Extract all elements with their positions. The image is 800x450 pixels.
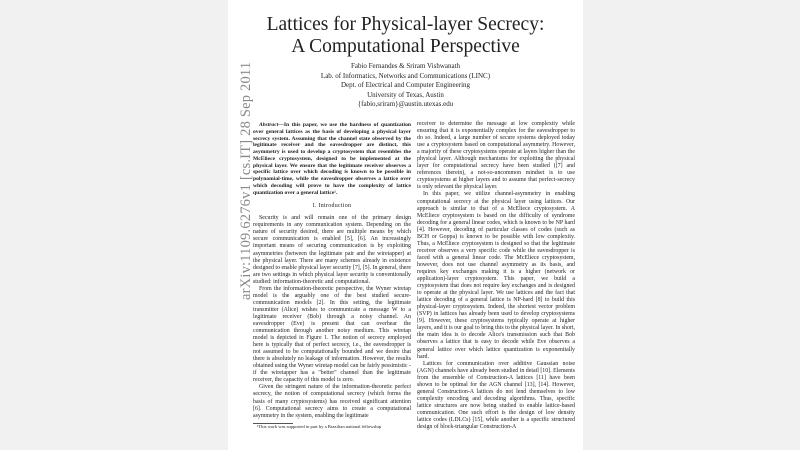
affiliation-dept: Dept. of Electrical and Computer Engineering xyxy=(340,81,471,90)
right-column xyxy=(417,121,575,431)
section-heading: I. Introduction xyxy=(312,203,352,210)
paragraph: From the information-theoretic perspective, the Wyner wiretap model is the arguably one of the best studied secure-communication models [2]. In this setting, the legitimate transmitter (Alice) wishes to communicate a message W to a legitimate receiver (Bob) through a noisy channel. An eavesdropper (Eve) is present that can overhear the communication through another noisy medium. This wiretap model is depicted in Figure 1. The notion of secrecy employed here is typically that of perfect secrecy, i.e., the eavesdropper is not assumed to be computationally bounded and we desire that there is absolutely no leakage of information. However, the results obtained using the Wyner wiretap model can be fairly pessimistic - if the wiretapper has a "better" channel than the legitimate receiver, the capacity of this model is zero. xyxy=(253,285,411,384)
abstract-label: Abstract xyxy=(259,122,279,128)
paragraph: Given the stringent nature of the information-theoretic perfect secrecy, the notion of computational secrecy (which forms the basis of many cryptosystems) has received significant attention [6]. Computational secrecy aims to create a computational asymmetry in the system, enabling the legitimate xyxy=(253,384,411,419)
paper-title-line1: Lattices for Physical-layer Secrecy: xyxy=(266,14,545,35)
author-block xyxy=(228,62,583,110)
right-gutter xyxy=(583,0,800,450)
left-gutter xyxy=(0,0,228,450)
affiliation-university: University of Texas, Austin xyxy=(367,90,444,99)
arxiv-identifier: arXiv:1109.6276v1 [cs.IT] 28 Sep 2011 xyxy=(238,61,254,300)
affiliation-lab: Lab. of Informatics, Networks and Communications (LINC) xyxy=(320,71,491,80)
author-email: {fabio,sriram}@austin.utexas.edu xyxy=(357,100,454,109)
footnote: ¹This work was supported in part by a Brazilian national fellowship xyxy=(257,423,382,429)
abstract xyxy=(253,122,411,196)
paper-title-line2: A Computational Perspective xyxy=(291,36,520,57)
paragraph: Lattices for communication over additive Gaussian noise (AGN) channels have already been studied in detail [10]. Elements from the ensemble of Construction-A lattices [11] have been shown to be optimal for the AGN channel [13], [14]. However, general Construction-A lattices do not lend themselves to low complexity encoding and decoding algorithms. Thus, specific lattice structures are now being studied to enable lattice-based communication. One such effort is the design of low density lattice codes (LDLCs) [15], while another is a specific structured design of block-triangular Construction-A xyxy=(417,360,576,431)
left-column xyxy=(253,122,411,430)
authors: Fabio Fernandes & Sriram Vishwanath xyxy=(350,62,461,70)
paragraph: receiver to determine the message at low complexity while ensuring that it is exponentially complex for the eavesdropper to do so. Indeed, a large number of secure systems deployed today use a cryptosystem based on computational asymmetry. However, a majority of these cryptosystems operate at layers higher than the physical layer. Although mechanisms for exploiting the physical layer for computational secrecy have been studied ([7] and references therein), a not-so-uncommon mindset is to use cryptosystems at higher layers and to assume that perfect-secrecy is only relevant the physical layer. xyxy=(417,121,575,191)
abstract-text: —In this paper, we use the hardness of quantization over general lattices as the basis of developing a physical layer secrecy system. Assuming that the channel state observed by the legitimate receiver and the eavesdropper are distinct, this asymmetry is used to develop a cryptosystem that resembles the McEliece cryptosystem, designed to be implemented at the physical layer. We ensure that the legitimate receiver observes a specific lattice over which decoding is known to be possible in polynomial-time, while the eavesdropper observes a lattice over which decoding will prove to have the complexity of lattice quantization over a general lattice¹. xyxy=(253,122,411,196)
paragraph: In this paper, we utilize channel-asymmetry in enabling computational secrecy at the physical layer using lattices. Our approach is similar to that of a McEliece cryptosystem. A McEliece cryptosystem is based on the difficulty of syndrome decoding for a general linear codes, which is known to be NP hard [4]. However, decoding of particular classes of codes (such as BCH or Goppa) is known to be possible with low complexity. Thus, a McEliece cryptosystem is designed so that the legitimate receiver observes a very specific code while the eavesdropper is faced with a general linear code. The McEliece cryptosystem, however, does not use channel asymmetry as its basis, and requires key exchanges making it is a higher (network or application)-layer cryptosystem. This paper, we build a cryptosystem that does not require key exchanges and is designed to operate at the physical layer. We use lattices and the fact that lattice decoding of a general lattice is NP-hard [8] to build this physical-layer cryptosystem. Indeed, the shortest vector problem (SVP) in lattices has already been used to develop cryptosystems [9]. However, these cryptosystems typically operate at higher layers, and it is our goal to bring this to the physical layer. In short, the main idea is to decode Alice's transmission such that Bob observes a lattice that is easy to decode while Eve observes a general lattice over which lattice quantization is exponentially hard. xyxy=(417,191,575,360)
paper-page xyxy=(228,0,583,450)
paragraph: Security is and will remain one of the primary design requirements in any communication system. Depending on the nature of security desired, there are multiple means by which secure communication is enabled [5], [6]. An increasingly important means of securing communication is by exploiting asymmetries (between the legitimate pair and the wiretapper) at the physical layer. There are many schemes already in existence designed to enable physical layer security [7], [5]. In general, there are two settings in which physical layer security is conventionally studied: information-theoretic and computational. xyxy=(253,215,411,285)
